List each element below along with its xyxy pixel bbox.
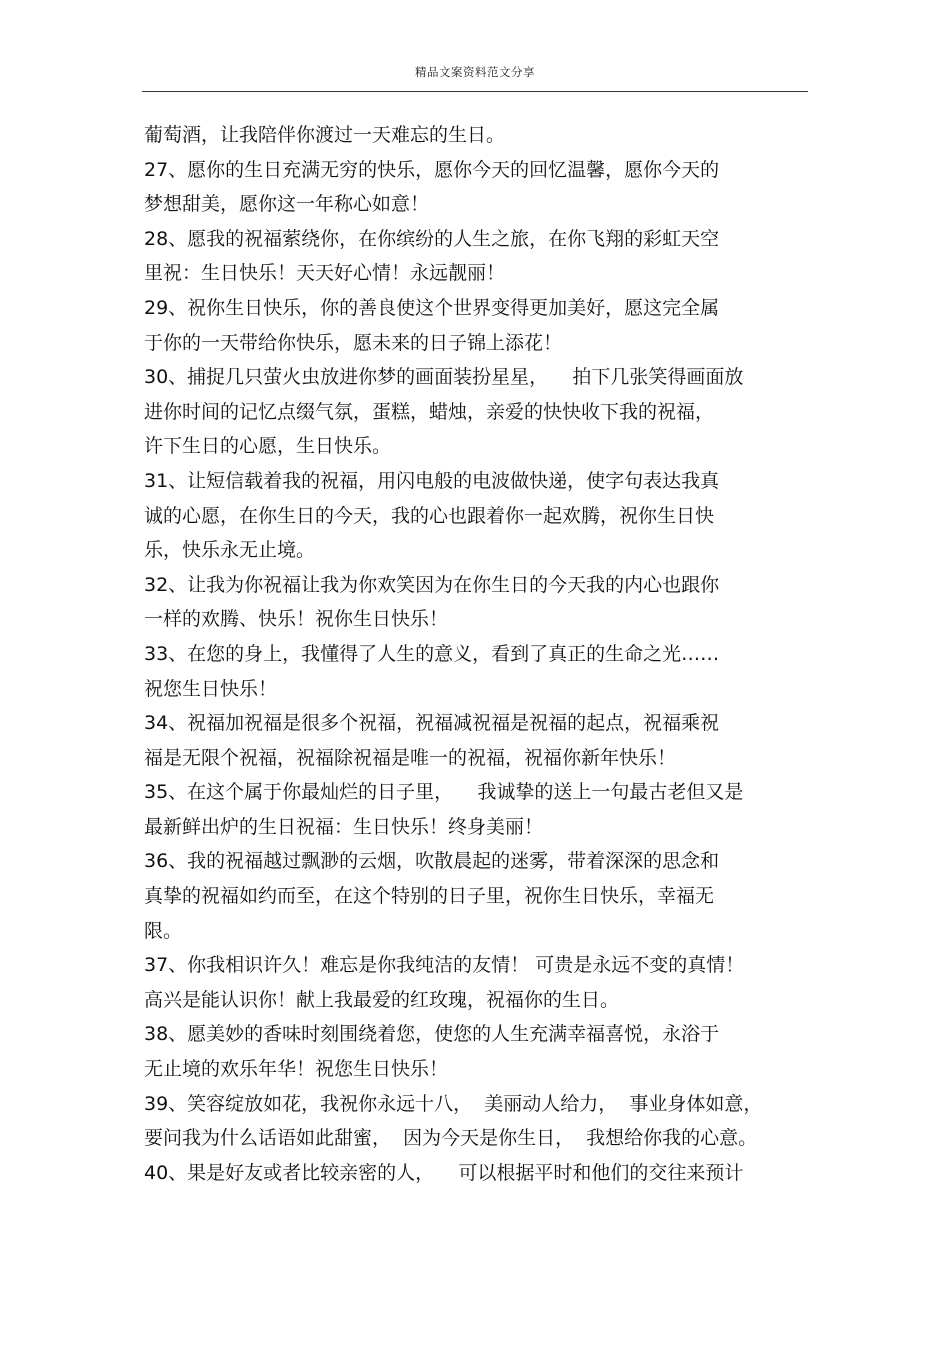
- text-line: 35、在这个属于你最灿烂的日子里， 我诚挚的送上一句最古老但又是: [144, 781, 744, 804]
- text-line: 最新鲜出炉的生日祝福：生日快乐！终身美丽！: [144, 815, 544, 838]
- text-line: 限。: [144, 919, 183, 942]
- text-line: 葡萄酒，让我陪伴你渡过一天难忘的生日。: [144, 124, 506, 146]
- text-line: 30、捕捉几只萤火虫放进你梦的画面装扮星星， 拍下几张笑得画面放: [144, 366, 744, 389]
- text-line: 33、在您的身上，我懂得了人生的意义，看到了真正的生命之光……: [144, 642, 720, 665]
- text-line: 31、让短信载着我的祝福，用闪电般的电波做快递，使字句表达我真: [144, 469, 720, 492]
- text-line: 39、笑容绽放如花，我祝你永远十八， 美丽动人给力， 事业身体如意，: [144, 1092, 763, 1115]
- header-divider: [142, 91, 808, 92]
- text-line: 40、果是好友或者比较亲密的人， 可以根据平时和他们的交往来预计: [144, 1161, 744, 1184]
- text-line: 里祝：生日快乐！天天好心情！永远靓丽！: [144, 262, 506, 285]
- text-line: 进你时间的记忆点缀气氛，蛋糕，蜡烛，亲爱的快快收下我的祝福，: [144, 400, 715, 423]
- text-line: 诚的心愿，在你生日的今天，我的心也跟着你一起欢腾，祝你生日快: [144, 504, 715, 527]
- text-line: 福是无限个祝福，祝福除祝福是唯一的祝福，祝福你新年快乐！: [144, 746, 677, 769]
- text-line: 36、我的祝福越过飘渺的云烟，吹散晨起的迷雾，带着深深的思念和: [144, 850, 720, 873]
- document-body: [144, 118, 824, 1190]
- text-line: 高兴是能认识你！献上我最爱的红玫瑰，祝福你的生日。: [144, 988, 620, 1011]
- text-line: 乐，快乐永无止境。: [144, 539, 316, 562]
- text-line: 无止境的欢乐年华！祝您生日快乐！: [144, 1058, 449, 1081]
- text-line: 28、愿我的祝福萦绕你，在你缤纷的人生之旅，在你飞翔的彩虹天空: [144, 227, 720, 250]
- text-line: 梦想甜美，愿你这一年称心如意！: [144, 193, 430, 216]
- text-line: 许下生日的心愿，生日快乐。: [144, 435, 392, 458]
- text-line: 祝您生日快乐！: [144, 677, 278, 700]
- text-line: 于你的一天带给你快乐，愿未来的日子锦上添花！: [144, 331, 563, 354]
- text-line: 要问我为什么话语如此甜蜜， 因为今天是你生日， 我想给你我的心意。: [144, 1127, 758, 1150]
- page-header: 精品文案资料范文分享: [415, 65, 535, 79]
- text-line: 29、祝你生日快乐，你的善良使这个世界变得更加美好，愿这完全属: [144, 296, 720, 319]
- text-line: 34、祝福加祝福是很多个祝福，祝福减祝福是祝福的起点，祝福乘祝: [144, 712, 720, 735]
- text-line: 32、让我为你祝福让我为你欢笑因为在你生日的今天我的内心也跟你: [144, 573, 720, 596]
- text-line: 27、愿你的生日充满无穷的快乐，愿你今天的回忆温馨，愿你今天的: [144, 158, 720, 181]
- text-line: 37、你我相识许久！难忘是你我纯洁的友情！ 可贵是永远不变的真情！: [144, 954, 745, 977]
- text-line: 真挚的祝福如约而至，在这个特别的日子里，祝你生日快乐，幸福无: [144, 885, 715, 908]
- text-line: 一样的欢腾、快乐！祝你生日快乐！: [144, 608, 449, 631]
- text-line: 38、愿美妙的香味时刻围绕着您，使您的人生充满幸福喜悦，永浴于: [144, 1023, 720, 1046]
